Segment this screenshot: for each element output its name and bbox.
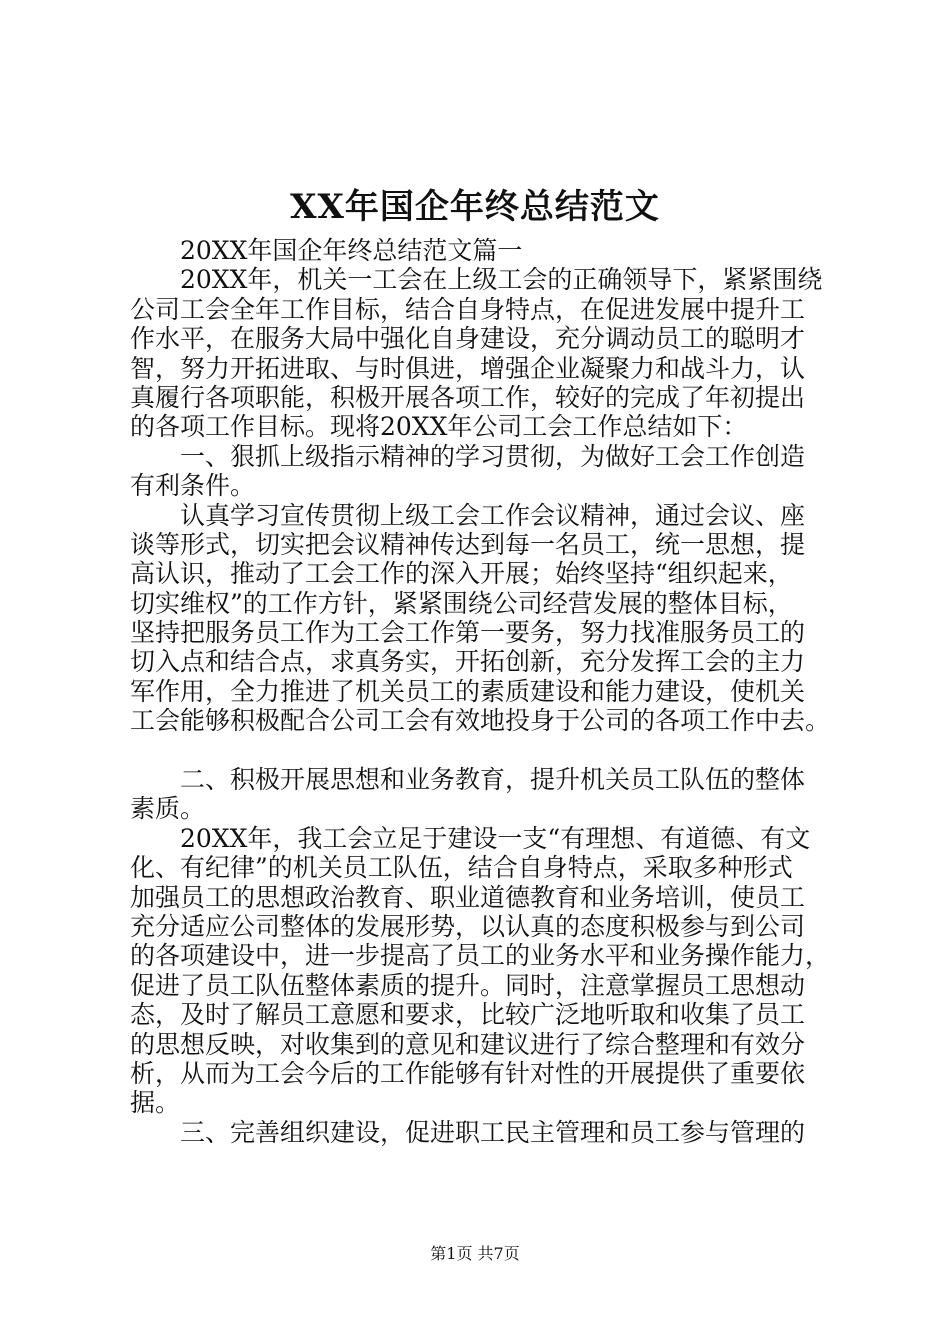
body-text-line: 军作用，全力推进了机关员工的素质建设和能力建设，使机关 <box>130 676 806 706</box>
body-text-line: 的思想反映，对收集到的意见和建议进行了综合整理和有效分 <box>130 1029 806 1059</box>
body-text-line: 促进了员工队伍整体素质的提升。同时，注意掌握员工思想动 <box>130 970 806 1000</box>
body-text-line: 谈等形式，切实把会议精神传达到每一名员工，统一思想，提 <box>130 529 806 559</box>
paragraph-gap <box>130 736 830 765</box>
body-text-line: 真履行各项职能，积极开展各项工作，较好的完成了年初提出 <box>130 382 806 412</box>
body-text-line: 作水平，在服务大局中强化自身建设，充分调动员工的聪明才 <box>130 324 806 354</box>
body-text-line: 切入点和结合点，求真务实，开拓创新，充分发挥工会的主力 <box>130 647 806 677</box>
body-text-line: 态，及时了解员工意愿和要求，比较广泛地听取和收集了员工 <box>130 1000 806 1030</box>
body-text-line: 三、完善组织建设，促进职工民主管理和员工参与管理的 <box>130 1117 806 1147</box>
body-text-line: 智，努力开拓进取、与时俱进，增强企业凝聚力和战斗力，认 <box>130 353 806 383</box>
body-text-line: 坚持把服务员工作为工会工作第一要务，努力找准服务员工的 <box>130 618 806 648</box>
document-body <box>130 236 830 1147</box>
body-text-line: 化、有纪律”的机关员工队伍，结合自身特点，采取多种形式 <box>130 853 793 883</box>
body-text-line: 一、狠抓上级指示精神的学习贯彻，为做好工会工作创造 <box>130 441 806 471</box>
body-text-line: 高认识，推动了工会工作的深入开展；始终坚持“组织起来， <box>130 559 793 589</box>
body-text-line: 有利条件。 <box>130 471 256 501</box>
body-text-line: 充分适应公司整体的发展形势，以认真的态度积极参与到公司 <box>130 911 806 941</box>
body-text-line: 的各项工作目标。现将20XX年公司工会工作总结如下： <box>130 412 748 442</box>
body-text-line: 公司工会全年工作目标，结合自身特点，在促进发展中提升工 <box>130 294 806 324</box>
body-text-line: 20XX年国企年终总结范文篇一 <box>130 236 523 265</box>
body-text-line: 工会能够积极配合公司工会有效地投身于公司的各项工作中去。 <box>130 706 830 736</box>
body-text-line: 加强员工的思想政治教育、职业道德教育和业务培训，使员工 <box>130 882 806 912</box>
body-text-line: 20XX年，机关一工会在上级工会的正确领导下，紧紧围绕 <box>130 265 823 295</box>
body-text-line: 的各项建设中，进一步提高了员工的业务水平和业务操作能力， <box>130 941 830 971</box>
body-text-line: 认真学习宣传贯彻上级工会工作会议精神，通过会议、座 <box>130 500 806 530</box>
page-number-footer: 第1页 共7页 <box>430 1244 520 1263</box>
body-text-line: 二、积极开展思想和业务教育，提升机关员工队伍的整体 <box>130 765 806 795</box>
body-text-line: 素质。 <box>130 794 206 824</box>
document-title: XX年国企年终总结范文 <box>290 187 660 227</box>
body-text-line: 据。 <box>130 1088 181 1118</box>
body-text-line: 析，从而为工会今后的工作能够有针对性的开展提供了重要依 <box>130 1058 806 1088</box>
body-text-line: 20XX年，我工会立足于建设一支“有理想、有道德、有文 <box>130 823 811 853</box>
body-text-line: 切实维权”的工作方针，紧紧围绕公司经营发展的整体目标， <box>130 588 793 618</box>
